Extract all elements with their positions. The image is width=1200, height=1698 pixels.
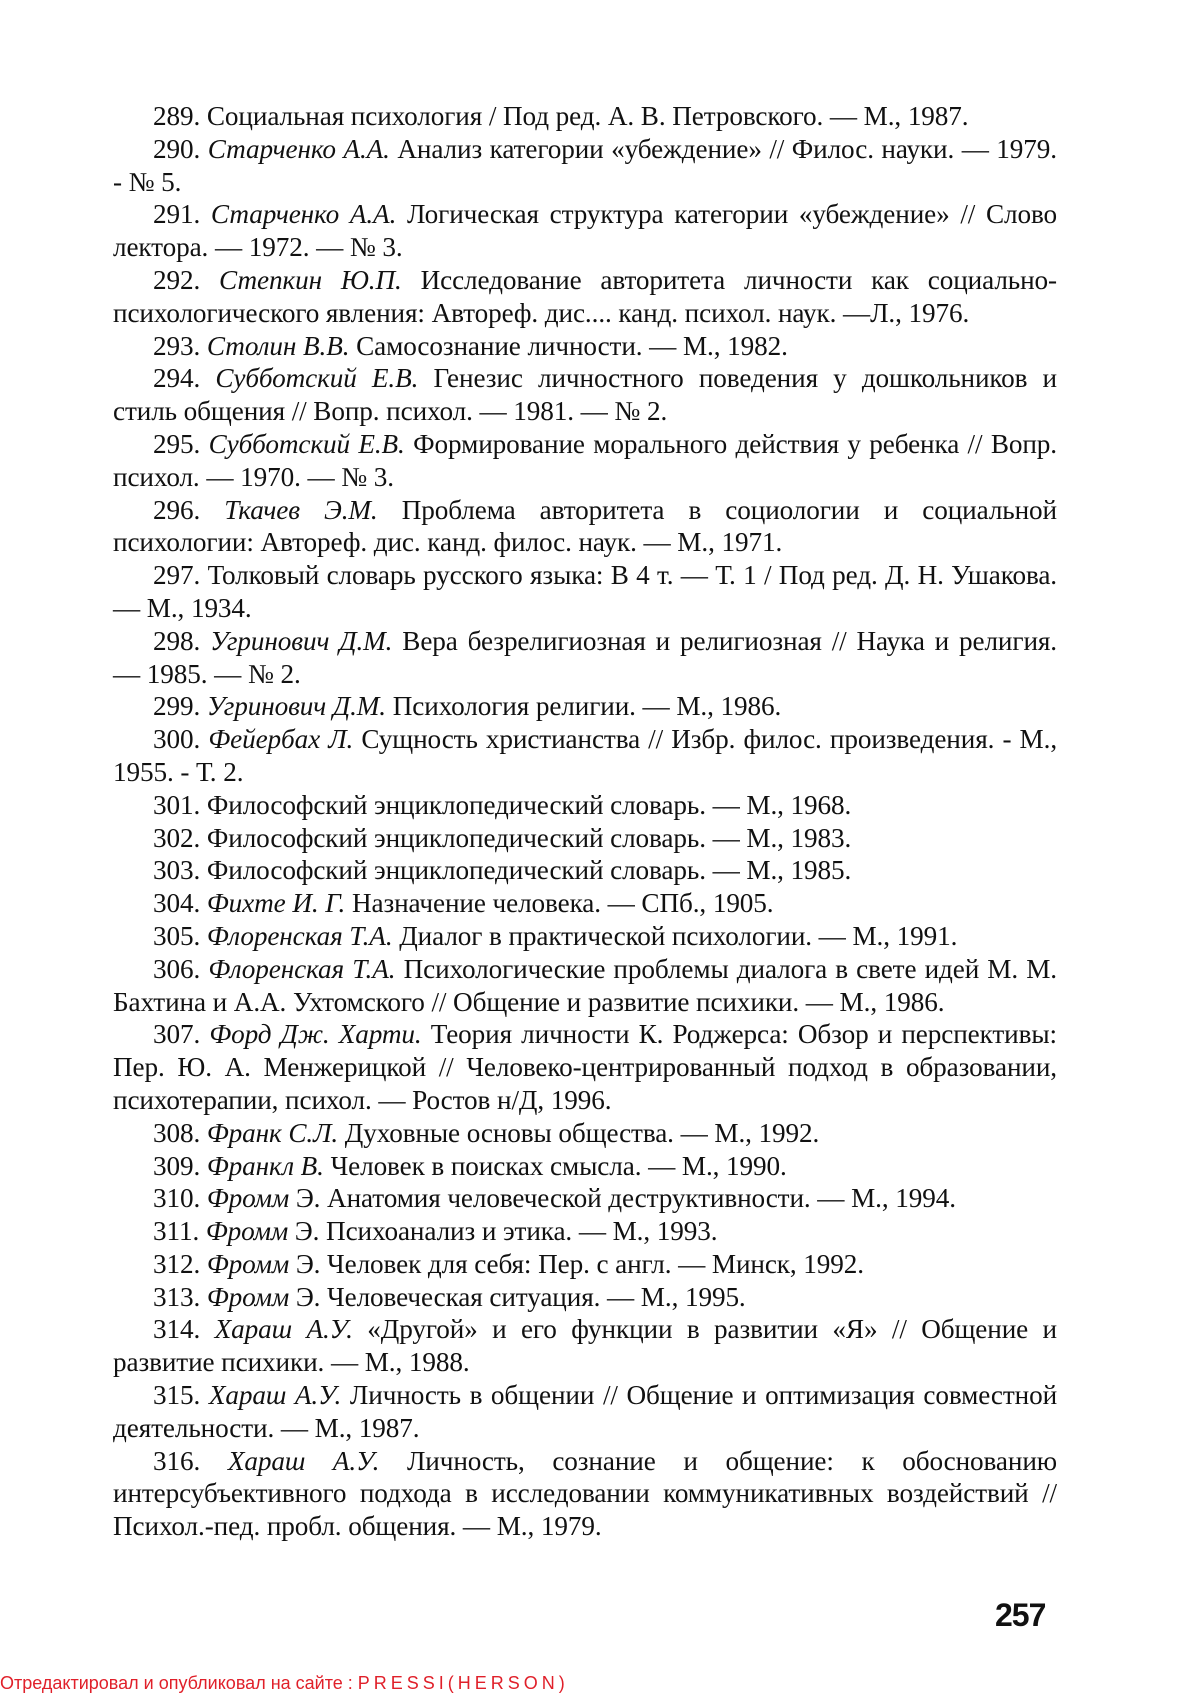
reference-number: 293. — [153, 330, 201, 361]
reference-entry — [113, 1248, 1057, 1281]
reference-number: 314. — [153, 1314, 201, 1345]
reference-author: Угринович Д.М. — [206, 691, 387, 722]
reference-number: 295. — [153, 428, 201, 459]
reference-text: Э. Анатомия человеческой деструктивности. — М., 1994. — [295, 1183, 956, 1214]
reference-text: Философский энциклопедический словарь. — М., 1968. — [206, 789, 852, 820]
reference-entry — [113, 1313, 1057, 1379]
reference-author: Фромм — [206, 1248, 290, 1279]
reference-entry — [113, 789, 1057, 822]
publisher-note: Отредактировал и опубликовал на сайте : — [0, 1673, 358, 1693]
reference-author: Хараш А.У. — [214, 1314, 353, 1345]
reference-number: 311. — [153, 1216, 200, 1247]
reference-entry — [113, 723, 1057, 789]
reference-number: 304. — [153, 888, 201, 919]
reference-entry — [113, 100, 1057, 133]
reference-number: 308. — [153, 1117, 201, 1148]
reference-entry — [113, 1379, 1057, 1445]
reference-text: Психологические проблемы диалога в свете идей М. М. Бахтина и А.А. Ухтомского // Общение и развитие психики. — М., 1986. — [113, 953, 1057, 1017]
reference-text: Генезис личностного поведения у дошкольников и стиль общения // Вопр. психол. — 1981. — № 2. — [113, 363, 1057, 427]
reference-author: Субботский Е.В. — [208, 428, 405, 459]
reference-text: Личность, сознание и общение: к обоснованию интерсубъективного подхода в исследовании коммуникативных воздействий // Психол.-пед. пробл. общения. — М., 1979. — [113, 1445, 1057, 1542]
reference-author: Фромм — [206, 1183, 290, 1214]
reference-entry — [113, 559, 1057, 625]
reference-author: Фейербах Л. — [208, 724, 354, 755]
reference-author: Хараш А.У. — [208, 1380, 342, 1411]
reference-entry — [113, 264, 1057, 330]
bibliography-list — [113, 100, 1057, 1543]
reference-text: Диалог в практической психологии. — М., 1991. — [399, 920, 958, 951]
reference-author: Форд Дж. Харти. — [209, 1019, 422, 1050]
page-number: 257 — [995, 1597, 1046, 1633]
reference-author: Субботский Е.В. — [215, 363, 419, 394]
reference-number: 312. — [153, 1248, 201, 1279]
reference-text: Назначение человека. — СПб., 1905. — [351, 888, 774, 919]
reference-number: 310. — [153, 1183, 201, 1214]
reference-text: Формирование морального действия у ребенка // Вопр. психол. — 1970. — № 3. — [113, 428, 1057, 492]
reference-text: Э. Человеческая ситуация. — М., 1995. — [295, 1281, 746, 1312]
reference-number: 299. — [153, 691, 201, 722]
reference-text: «Другой» и его функции в развитии «Я» // Общение и развитие психики. — М., 1988. — [113, 1314, 1058, 1378]
reference-author: Степкин Ю.П. — [219, 264, 402, 295]
reference-author: Франк С.Л. — [206, 1117, 339, 1148]
reference-text: Э. Человек для себя: Пер. с англ. — Минск, 1992. — [295, 1248, 864, 1279]
reference-entry — [113, 625, 1057, 691]
reference-number: 296. — [153, 494, 201, 525]
reference-author: Ткачев Э.М. — [224, 494, 378, 525]
reference-entry — [113, 953, 1057, 1019]
reference-number: 291. — [153, 199, 201, 230]
reference-entry — [113, 428, 1057, 494]
reference-number: 289. — [153, 101, 201, 131]
reference-number: 300. — [153, 724, 201, 755]
reference-number: 305. — [153, 920, 201, 951]
reference-text: Духовные основы общества. — М., 1992. — [344, 1117, 820, 1148]
reference-author: Хараш А.У. — [227, 1445, 380, 1476]
reference-entry — [113, 1215, 1057, 1248]
reference-number: 302. — [153, 822, 201, 853]
publisher-footer — [0, 1673, 569, 1694]
reference-entry — [113, 690, 1057, 723]
reference-entry — [113, 887, 1057, 920]
reference-text: Проблема авторитета в социологии и социальной психологии: Автореф. дис. канд. филос. наук. — М., 1971. — [113, 494, 1057, 558]
reference-number: 297. — [153, 560, 201, 591]
reference-text: Самосознание личности. — М., 1982. — [356, 330, 788, 361]
reference-entry — [113, 1117, 1057, 1150]
reference-entry — [113, 1445, 1057, 1543]
reference-text: Исследование авторитета личности как социально-психологического явления: Автореф. дис.... канд. психол. наук. —Л., 1976. — [113, 264, 1057, 328]
reference-number: 316. — [153, 1445, 201, 1476]
reference-text: Анализ категории «убеждение» // Филос. науки. — 1979. - № 5. — [113, 133, 1057, 197]
reference-number: 292. — [153, 264, 201, 295]
reference-author: Флоренская Т.А. — [208, 953, 396, 984]
reference-author: Флоренская Т.А. — [206, 920, 393, 951]
reference-author: Старченко А.А. — [207, 133, 390, 164]
reference-entry — [113, 1150, 1057, 1183]
reference-entry — [113, 133, 1057, 199]
reference-author: Фромм — [206, 1281, 290, 1312]
reference-entry — [113, 198, 1057, 264]
reference-number: 309. — [153, 1150, 201, 1181]
reference-author: Старченко А.А. — [210, 199, 397, 230]
publisher-site-link[interactable]: PRESSI(HERSON) — [357, 1673, 569, 1693]
reference-text: Теория личности К. Роджерса: Обзор и перспективы: Пер. Ю. А. Менжерицкой // Человеко-центрированный подход в образовании, психотерапии, психол. — Ростов н/Д, 1996. — [113, 1019, 1057, 1115]
reference-text: Личность в общении // Общение и оптимизация совместной деятельности. — М., 1987. — [113, 1380, 1058, 1443]
reference-author: Угринович Д.М. — [210, 625, 393, 656]
reference-text: Психология религии. — М., 1986. — [392, 691, 782, 722]
reference-number: 301. — [153, 789, 201, 820]
reference-author: Столин В.В. — [206, 330, 350, 361]
reference-number: 303. — [153, 855, 201, 886]
reference-text: Толковый словарь русского языка: В 4 т. — Т. 1 / Под ред. Д. Н. Ушакова. — М., 1934. — [113, 560, 1057, 623]
reference-entry — [113, 822, 1057, 855]
reference-text: Философский энциклопедический словарь. — М., 1985. — [206, 855, 852, 886]
reference-number: 298. — [153, 625, 201, 656]
reference-number: 315. — [153, 1380, 201, 1411]
reference-text: Социальная психология / Под ред. А. В. Петровского. — М., 1987. — [206, 101, 969, 131]
reference-number: 307. — [153, 1019, 201, 1050]
reference-entry — [113, 1182, 1057, 1215]
reference-entry — [113, 920, 1057, 953]
reference-text: Сущность христианства // Избр. филос. произведения. - М., 1955. - Т. 2. — [113, 724, 1058, 787]
reference-author: Франкл В. — [206, 1150, 324, 1181]
reference-entry — [113, 1018, 1057, 1116]
reference-text: Человек в поисках смысла. — М., 1990. — [330, 1150, 787, 1181]
reference-text: Философский энциклопедический словарь. — М., 1983. — [206, 822, 852, 853]
reference-entry — [113, 362, 1057, 428]
reference-number: 294. — [153, 363, 201, 394]
reference-text: Э. Психоанализ и этика. — М., 1993. — [294, 1216, 718, 1247]
reference-number: 306. — [153, 953, 201, 984]
reference-number: 313. — [153, 1281, 201, 1312]
reference-text: Логическая структура категории «убеждение» // Слово лектора. — 1972. — № 3. — [113, 199, 1058, 263]
reference-entry — [113, 330, 1057, 363]
reference-number: 290. — [153, 133, 201, 164]
reference-entry — [113, 494, 1057, 560]
reference-entry — [113, 1281, 1057, 1314]
reference-entry — [113, 854, 1057, 887]
reference-author: Фихте И. Г. — [206, 888, 346, 919]
reference-author: Фромм — [205, 1216, 289, 1247]
reference-text: Вера безрелигиозная и религиозная // Наука и религия. — 1985. — № 2. — [113, 625, 1057, 689]
